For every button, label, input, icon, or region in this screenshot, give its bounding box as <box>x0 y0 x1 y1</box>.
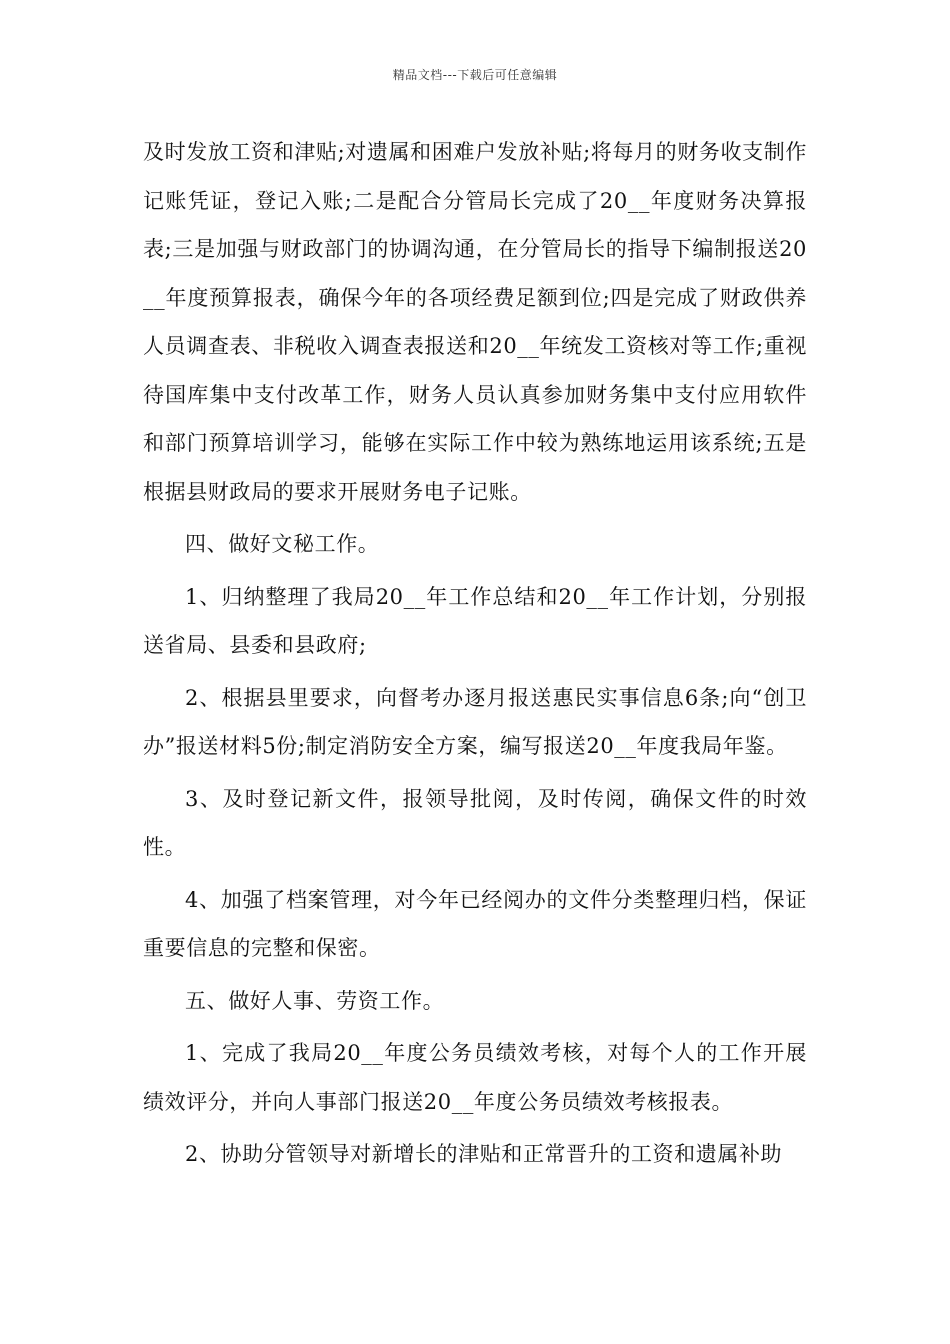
list-item-personnel-2: 2、协助分管领导对新增长的津贴和正常晋升的工资和遗属补助 <box>185 1142 783 1166</box>
section-heading-secretarial: 四、做好文秘工作。 <box>185 532 380 556</box>
document-body <box>143 128 807 1179</box>
list-item-personnel-1: 1、完成了我局20__年度公务员绩效考核，对每个人的工作开展绩效评分，并向人事部门报送20__年度公务员绩效考核报表。 <box>143 1041 807 1114</box>
paragraph-finance-continued: 及时发放工资和津贴;对遗属和困难户发放补贴;将每月的财务收支制作记账凭证，登记入账;二是配合分管局长完成了20__年度财务决算报表;三是加强与财政部门的协调沟通，在分管局长的指导下编制报送20__年度预算报表，确保今年的各项经费足额到位;四是完成了财政供养人员调查表、非税收入调查表报送和20__年统发工资核对等工作;重视待国库集中支付改革工作，财务人员认真参加财务集中支付应用软件和部门预算培训学习，能够在实际工作中较为熟练地运用该系统;五是根据县财政局的要求开展财务电子记账。 <box>143 140 807 504</box>
list-item-secretarial-3: 3、及时登记新文件，报领导批阅，及时传阅，确保文件的时效性。 <box>143 786 807 859</box>
section-heading-personnel: 五、做好人事、劳资工作。 <box>185 988 445 1013</box>
list-item-secretarial-2: 2、根据县里要求，向督考办逐月报送惠民实事信息6条;向“创卫办”报送材料5份;制定消防安全方案，编写报送20__年度我局年鉴。 <box>143 685 807 758</box>
list-item-secretarial-4: 4、加强了档案管理，对今年已经阅办的文件分类整理归档，保证重要信息的完整和保密。 <box>143 887 807 960</box>
list-item-secretarial-1: 1、归纳整理了我局20__年工作总结和20__年工作计划，分别报送省局、县委和县政府; <box>143 584 807 657</box>
page-header: 精品文档---下载后可任意编辑 <box>392 68 558 82</box>
